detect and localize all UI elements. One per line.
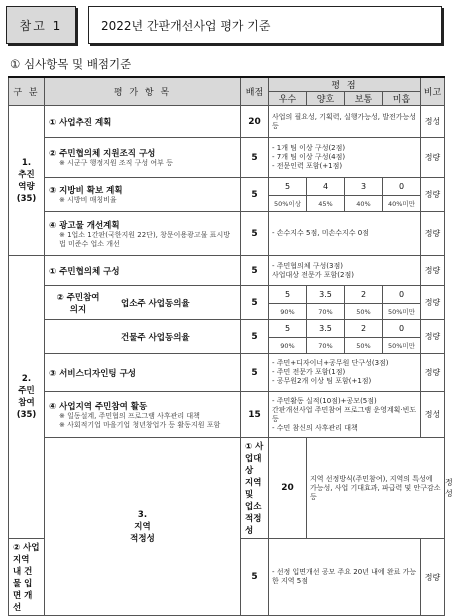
page-title: 2022년 간판개선사업 평가 기준	[88, 6, 442, 44]
table-row	[9, 392, 445, 438]
item-title: 업소주 사업동의율	[121, 298, 190, 309]
note-cell: 정량	[421, 354, 445, 392]
item-subnote: ※ 시방비 매칭비율	[59, 196, 117, 204]
score-cell: 5	[241, 178, 269, 212]
criteria-cell: - 손수지수 5점, 미손수지수 0점	[269, 212, 421, 256]
criteria-cell: - 선정 입면개선 공모 주요 20년 내에 완료 가능한 지역 5점	[269, 539, 421, 616]
score-cell: 15	[241, 392, 269, 438]
item-title: ③ 서비스디자인팅 구성	[49, 368, 137, 379]
table-row	[9, 212, 445, 256]
note-cell: 정량	[421, 320, 445, 354]
criteria-cell: - 주민협의체 구성(3점) 사업대상 전문가 포함(2점)	[269, 256, 421, 286]
note-cell: 정성	[421, 392, 445, 438]
score-cell: 5	[241, 354, 269, 392]
evaluation-table	[8, 76, 453, 616]
category-suitability: 3. 지역 적정성	[45, 438, 241, 616]
grade-threshold: 50%	[345, 304, 383, 320]
table-row	[9, 106, 445, 138]
note-cell: 정성	[421, 106, 445, 138]
grade-value: 3.5	[307, 286, 345, 304]
item-cell	[45, 212, 241, 256]
item-cell	[45, 286, 241, 320]
criteria-cell: - 주민활동 실적(10점)+공모(5점) 간판개선사업 주민참여 프로그램 운영계획·빈도 등 - 수민 참신의 사후관리 대책	[269, 392, 421, 438]
item-subnote: ※ 1업소 1간판(국한지원 22단), 창문이용광고물 표시방법 미준수 업소 개선	[59, 230, 230, 248]
grade-threshold: 90%	[269, 338, 307, 354]
score-cell: 5	[241, 539, 269, 616]
header-grade-good: 양호	[307, 92, 345, 106]
note-cell: 정량	[421, 212, 445, 256]
grade-value: 5	[269, 178, 307, 196]
score-cell: 5	[241, 212, 269, 256]
note-cell: 정량	[421, 178, 445, 212]
score-cell: 20	[269, 438, 307, 539]
item-cell	[45, 106, 241, 138]
note-cell: 정량	[421, 539, 445, 616]
header-grade-average: 보통	[345, 92, 383, 106]
subgroup-participation: ② 주민참여 의지	[56, 292, 100, 315]
grade-value: 2	[345, 286, 383, 304]
grade-threshold: 50%이상	[269, 196, 307, 212]
header-category: 구 분	[9, 77, 45, 106]
grade-value: 5	[269, 320, 307, 338]
grade-threshold: 90%	[269, 304, 307, 320]
table-row: 3. 지역 적정성 ① 사업대상 지역 및 업소 적정성 20 지역 선정방식(주민참여), 지역의 특성에 가능성, 사업 기대효과, 파급력 및 안구감소 등 정성	[9, 438, 445, 539]
grade-value: 3	[345, 178, 383, 196]
item-cell	[45, 138, 241, 178]
item-title: ② 주민협의체 지원조직 구성	[49, 149, 156, 159]
item-subnote: ※ 시군구 행정지원 조직 구성 여부 등	[59, 159, 173, 167]
table-row	[9, 256, 445, 286]
item-cell	[9, 539, 45, 616]
header-item: 평 가 항 목	[45, 77, 241, 106]
header-grade-poor: 미흡	[383, 92, 421, 106]
item-title: ④ 광고물 개선계획	[49, 220, 120, 231]
category-capacity: 1. 추진 역량 (35)	[9, 106, 45, 256]
score-cell: 5	[241, 138, 269, 178]
grade-threshold: 50%미만	[383, 304, 421, 320]
item-title: 건물주 사업동의율	[121, 332, 190, 343]
item-subnote: ※ 일동설계, 주민협의 프로그램 사후관리 대책 ※ 사회적기업 마을기업 청년창업가 등 활동지원 포함	[59, 411, 221, 429]
grade-value: 0	[383, 178, 421, 196]
grade-value: 3.5	[307, 320, 345, 338]
grade-value: 0	[383, 320, 421, 338]
grade-threshold: 50%미만	[383, 338, 421, 354]
item-title: ① 주민협의체 구성	[49, 266, 120, 277]
header-criteria: 평 점	[269, 77, 421, 92]
grade-value: 5	[269, 286, 307, 304]
score-cell: 5	[241, 320, 269, 354]
item-title: ② 사업지역 내 건물 입면 개선	[13, 543, 40, 613]
header-grade-excellent: 우수	[269, 92, 307, 106]
item-title: ① 사업대상 지역 및 업소 적정성	[245, 442, 264, 536]
header-score: 배점	[241, 77, 269, 106]
criteria-cell: - 1개 팀 이상 구성(2점) - 7개 팀 이상 구성(4점) - 전문인력 포함(+1점)	[269, 138, 421, 178]
item-cell	[45, 256, 241, 286]
criteria-cell: 사업의 필요성, 기획력, 실행가능성, 발전가능성 등	[269, 106, 421, 138]
score-cell: 5	[241, 256, 269, 286]
grade-threshold: 40%미만	[383, 196, 421, 212]
header-note: 비고	[421, 77, 445, 106]
grade-threshold: 50%	[345, 338, 383, 354]
reference-tag: 참고 1	[6, 6, 76, 44]
page-header	[6, 6, 444, 46]
grade-value: 2	[345, 320, 383, 338]
item-cell	[45, 354, 241, 392]
category-participation: 2. 주민 참여 (35)	[9, 256, 45, 539]
note-cell: 정량	[421, 286, 445, 320]
score-cell: 5	[241, 286, 269, 320]
grade-threshold: 45%	[307, 196, 345, 212]
table-row	[9, 354, 445, 392]
grade-value: 4	[307, 178, 345, 196]
item-title: ① 사업추진 계획	[49, 117, 112, 128]
table-row	[9, 178, 445, 196]
item-title: ③ 지방비 확보 계획	[49, 186, 123, 196]
section-title: ① 심사항목 및 배점기준	[10, 57, 132, 71]
criteria-cell: - 주민+디자이너+공무원 단구성(3점) - 주민 전문가 포함(1점) - 공무원2개 이상 팀 포함(+1점)	[269, 354, 421, 392]
table-row	[9, 320, 445, 338]
note-cell: 정량	[421, 256, 445, 286]
item-cell	[45, 178, 241, 212]
grade-threshold: 70%	[307, 338, 345, 354]
grade-threshold: 70%	[307, 304, 345, 320]
note-cell: 정량	[421, 138, 445, 178]
item-cell	[45, 320, 241, 354]
table-row	[9, 286, 445, 304]
grade-value: 0	[383, 286, 421, 304]
item-title: ④ 사업지역 주민참여 활동	[49, 401, 148, 412]
score-cell: 20	[241, 106, 269, 138]
grade-threshold: 40%	[345, 196, 383, 212]
criteria-cell: 지역 선정방식(주민참여), 지역의 특성에 가능성, 사업 기대효과, 파급력 및 안구감소 등	[307, 438, 445, 539]
item-cell	[241, 438, 269, 539]
item-cell	[45, 392, 241, 438]
table-row	[9, 138, 445, 178]
